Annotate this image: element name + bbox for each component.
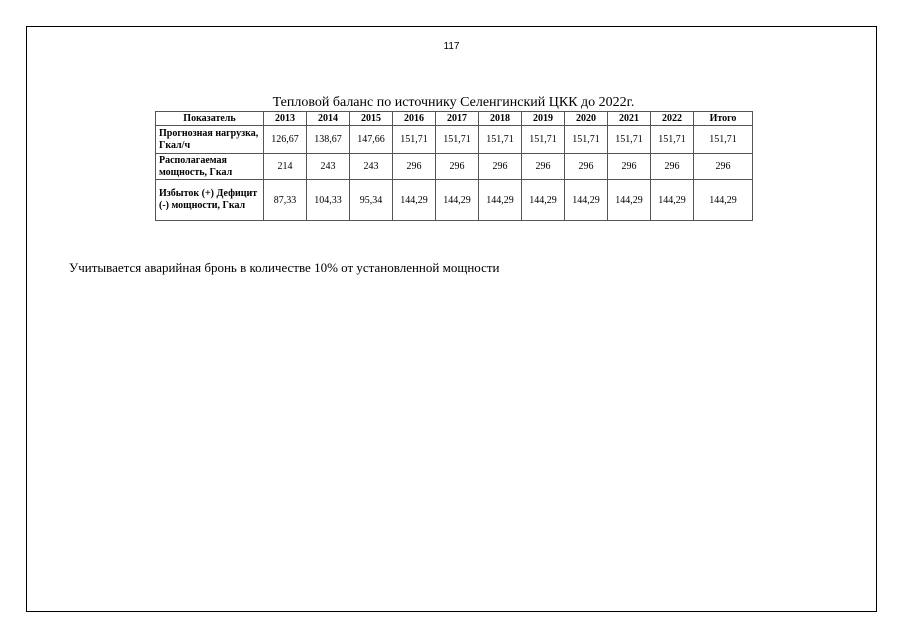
- table-cell: 144,29: [436, 180, 479, 221]
- header-cell: 2018: [479, 112, 522, 126]
- header-cell: 2013: [264, 112, 307, 126]
- table-title: Тепловой баланс по источнику Селенгинский ЦКК до 2022г.: [272, 95, 635, 110]
- table-cell: 87,33: [264, 180, 307, 221]
- table-cell: 151,71: [393, 126, 436, 154]
- document-page: [26, 26, 877, 612]
- table-cell: 144,29: [608, 180, 651, 221]
- table-cell: 243: [350, 154, 393, 180]
- table-cell: 296: [393, 154, 436, 180]
- table-cell: 296: [565, 154, 608, 180]
- table-cell: 144,29: [651, 180, 694, 221]
- table-cell: 104,33: [307, 180, 350, 221]
- table-cell: 126,67: [264, 126, 307, 154]
- header-cell: 2017: [436, 112, 479, 126]
- table-cell: 296: [479, 154, 522, 180]
- table-cell: 147,66: [350, 126, 393, 154]
- page-number: 117: [443, 41, 460, 52]
- table-row: [156, 154, 753, 180]
- table-cell: 214: [264, 154, 307, 180]
- header-cell: 2016: [393, 112, 436, 126]
- table-cell: 296: [522, 154, 565, 180]
- table-row: [156, 180, 753, 221]
- table-cell: 151,71: [694, 126, 753, 154]
- row-label: Располагаемая мощность, Гкал: [156, 154, 264, 180]
- table-cell: 151,71: [522, 126, 565, 154]
- table-cell: 144,29: [522, 180, 565, 221]
- row-label: Прогнозная нагрузка, Гкал/ч: [156, 126, 264, 154]
- header-cell: 2020: [565, 112, 608, 126]
- table-cell: 243: [307, 154, 350, 180]
- table-cell: 144,29: [565, 180, 608, 221]
- row-label: Избыток (+) Дефицит (-) мощности, Гкал: [156, 180, 264, 221]
- table-cell: 296: [436, 154, 479, 180]
- table-cell: 144,29: [479, 180, 522, 221]
- table-cell: 151,71: [608, 126, 651, 154]
- table-row: [156, 126, 753, 154]
- header-cell: 2021: [608, 112, 651, 126]
- table-cell: 144,29: [694, 180, 753, 221]
- heat-balance-table: [155, 111, 753, 221]
- table-cell: 296: [651, 154, 694, 180]
- table-cell: 296: [694, 154, 753, 180]
- table-cell: 95,34: [350, 180, 393, 221]
- table-cell: 296: [608, 154, 651, 180]
- header-cell: 2015: [350, 112, 393, 126]
- table-cell: 144,29: [393, 180, 436, 221]
- table-header-row: [156, 112, 753, 126]
- header-cell: Итого: [694, 112, 753, 126]
- header-cell: Показатель: [156, 112, 264, 126]
- table-cell: 151,71: [651, 126, 694, 154]
- table-cell: 151,71: [436, 126, 479, 154]
- table-cell: 138,67: [307, 126, 350, 154]
- footnote-text: Учитывается аварийная бронь в количестве 10% от установленной мощности: [69, 260, 500, 275]
- header-cell: 2022: [651, 112, 694, 126]
- header-cell: 2014: [307, 112, 350, 126]
- header-cell: 2019: [522, 112, 565, 126]
- table-cell: 151,71: [479, 126, 522, 154]
- table-cell: 151,71: [565, 126, 608, 154]
